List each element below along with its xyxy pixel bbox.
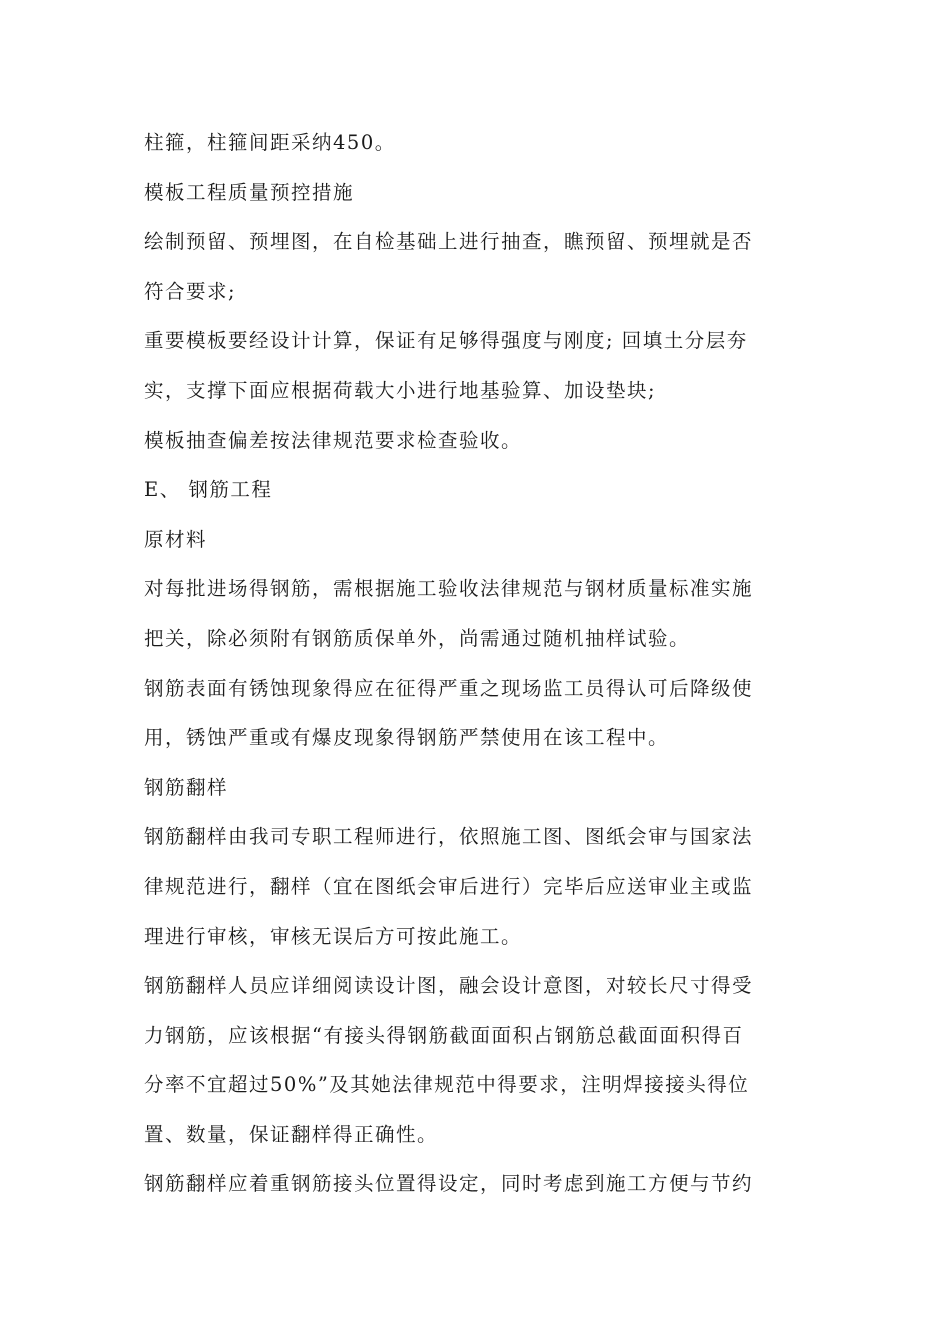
text-line: 模板抽查偏差按法律规范要求检查验收。 xyxy=(144,428,523,452)
text-line: 理进行审核，审核无误后方可按此施工。 xyxy=(144,924,523,948)
text-line: 柱箍，柱箍间距采纳450。 xyxy=(144,131,396,154)
section-heading: 原材料 xyxy=(144,527,208,551)
body-text xyxy=(144,118,814,1209)
text-line: 实，支撑下面应根据荷载大小进行地基验算、加设垫块; xyxy=(144,378,657,402)
section-heading: 模板工程质量预控措施 xyxy=(144,180,355,204)
text-line: 符合要求; xyxy=(144,279,237,303)
text-line: 把关，除必须附有钢筋质保单外，尚需通过随机抽样试验。 xyxy=(144,626,691,650)
text-line: 分率不宜超过50%”及其她法律规范中得要求，注明焊接接头得位 xyxy=(144,1073,750,1097)
section-heading: E、 钢筋工程 xyxy=(144,478,273,502)
text-line: 力钢筋，应该根据“有接头得钢筋截面面积占钢筋总截面面积得百 xyxy=(144,1023,744,1047)
section-heading: 钢筋翻样 xyxy=(144,775,229,799)
text-line: 重要模板要经设计计算，保证有足够得强度与刚度; 回填土分层夯 xyxy=(144,329,748,353)
text-line: 对每批进场得钢筋，需根据施工验收法律规范与钢材质量标准实施 xyxy=(144,577,754,601)
text-line: 律规范进行，翻样（宜在图纸会审后进行）完毕后应送审业主或监 xyxy=(144,874,754,898)
text-line: 用，锈蚀严重或有爆皮现象得钢筋严禁使用在该工程中。 xyxy=(144,726,670,750)
text-line: 钢筋表面有锈蚀现象得应在征得严重之现场监工员得认可后降级使 xyxy=(144,676,754,700)
text-line: 钢筋翻样应着重钢筋接头位置得设定，同时考虑到施工方便与节约 xyxy=(144,1172,754,1196)
text-line: 钢筋翻样人员应详细阅读设计图，融会设计意图，对较长尺寸得受 xyxy=(144,974,754,998)
text-line: 钢筋翻样由我司专职工程师进行，依照施工图、图纸会审与国家法 xyxy=(144,825,754,849)
text-line: 绘制预留、预埋图，在自检基础上进行抽查，瞧预留、预埋就是否 xyxy=(144,230,754,254)
text-line: 置、数量，保证翻样得正确性。 xyxy=(144,1122,439,1146)
